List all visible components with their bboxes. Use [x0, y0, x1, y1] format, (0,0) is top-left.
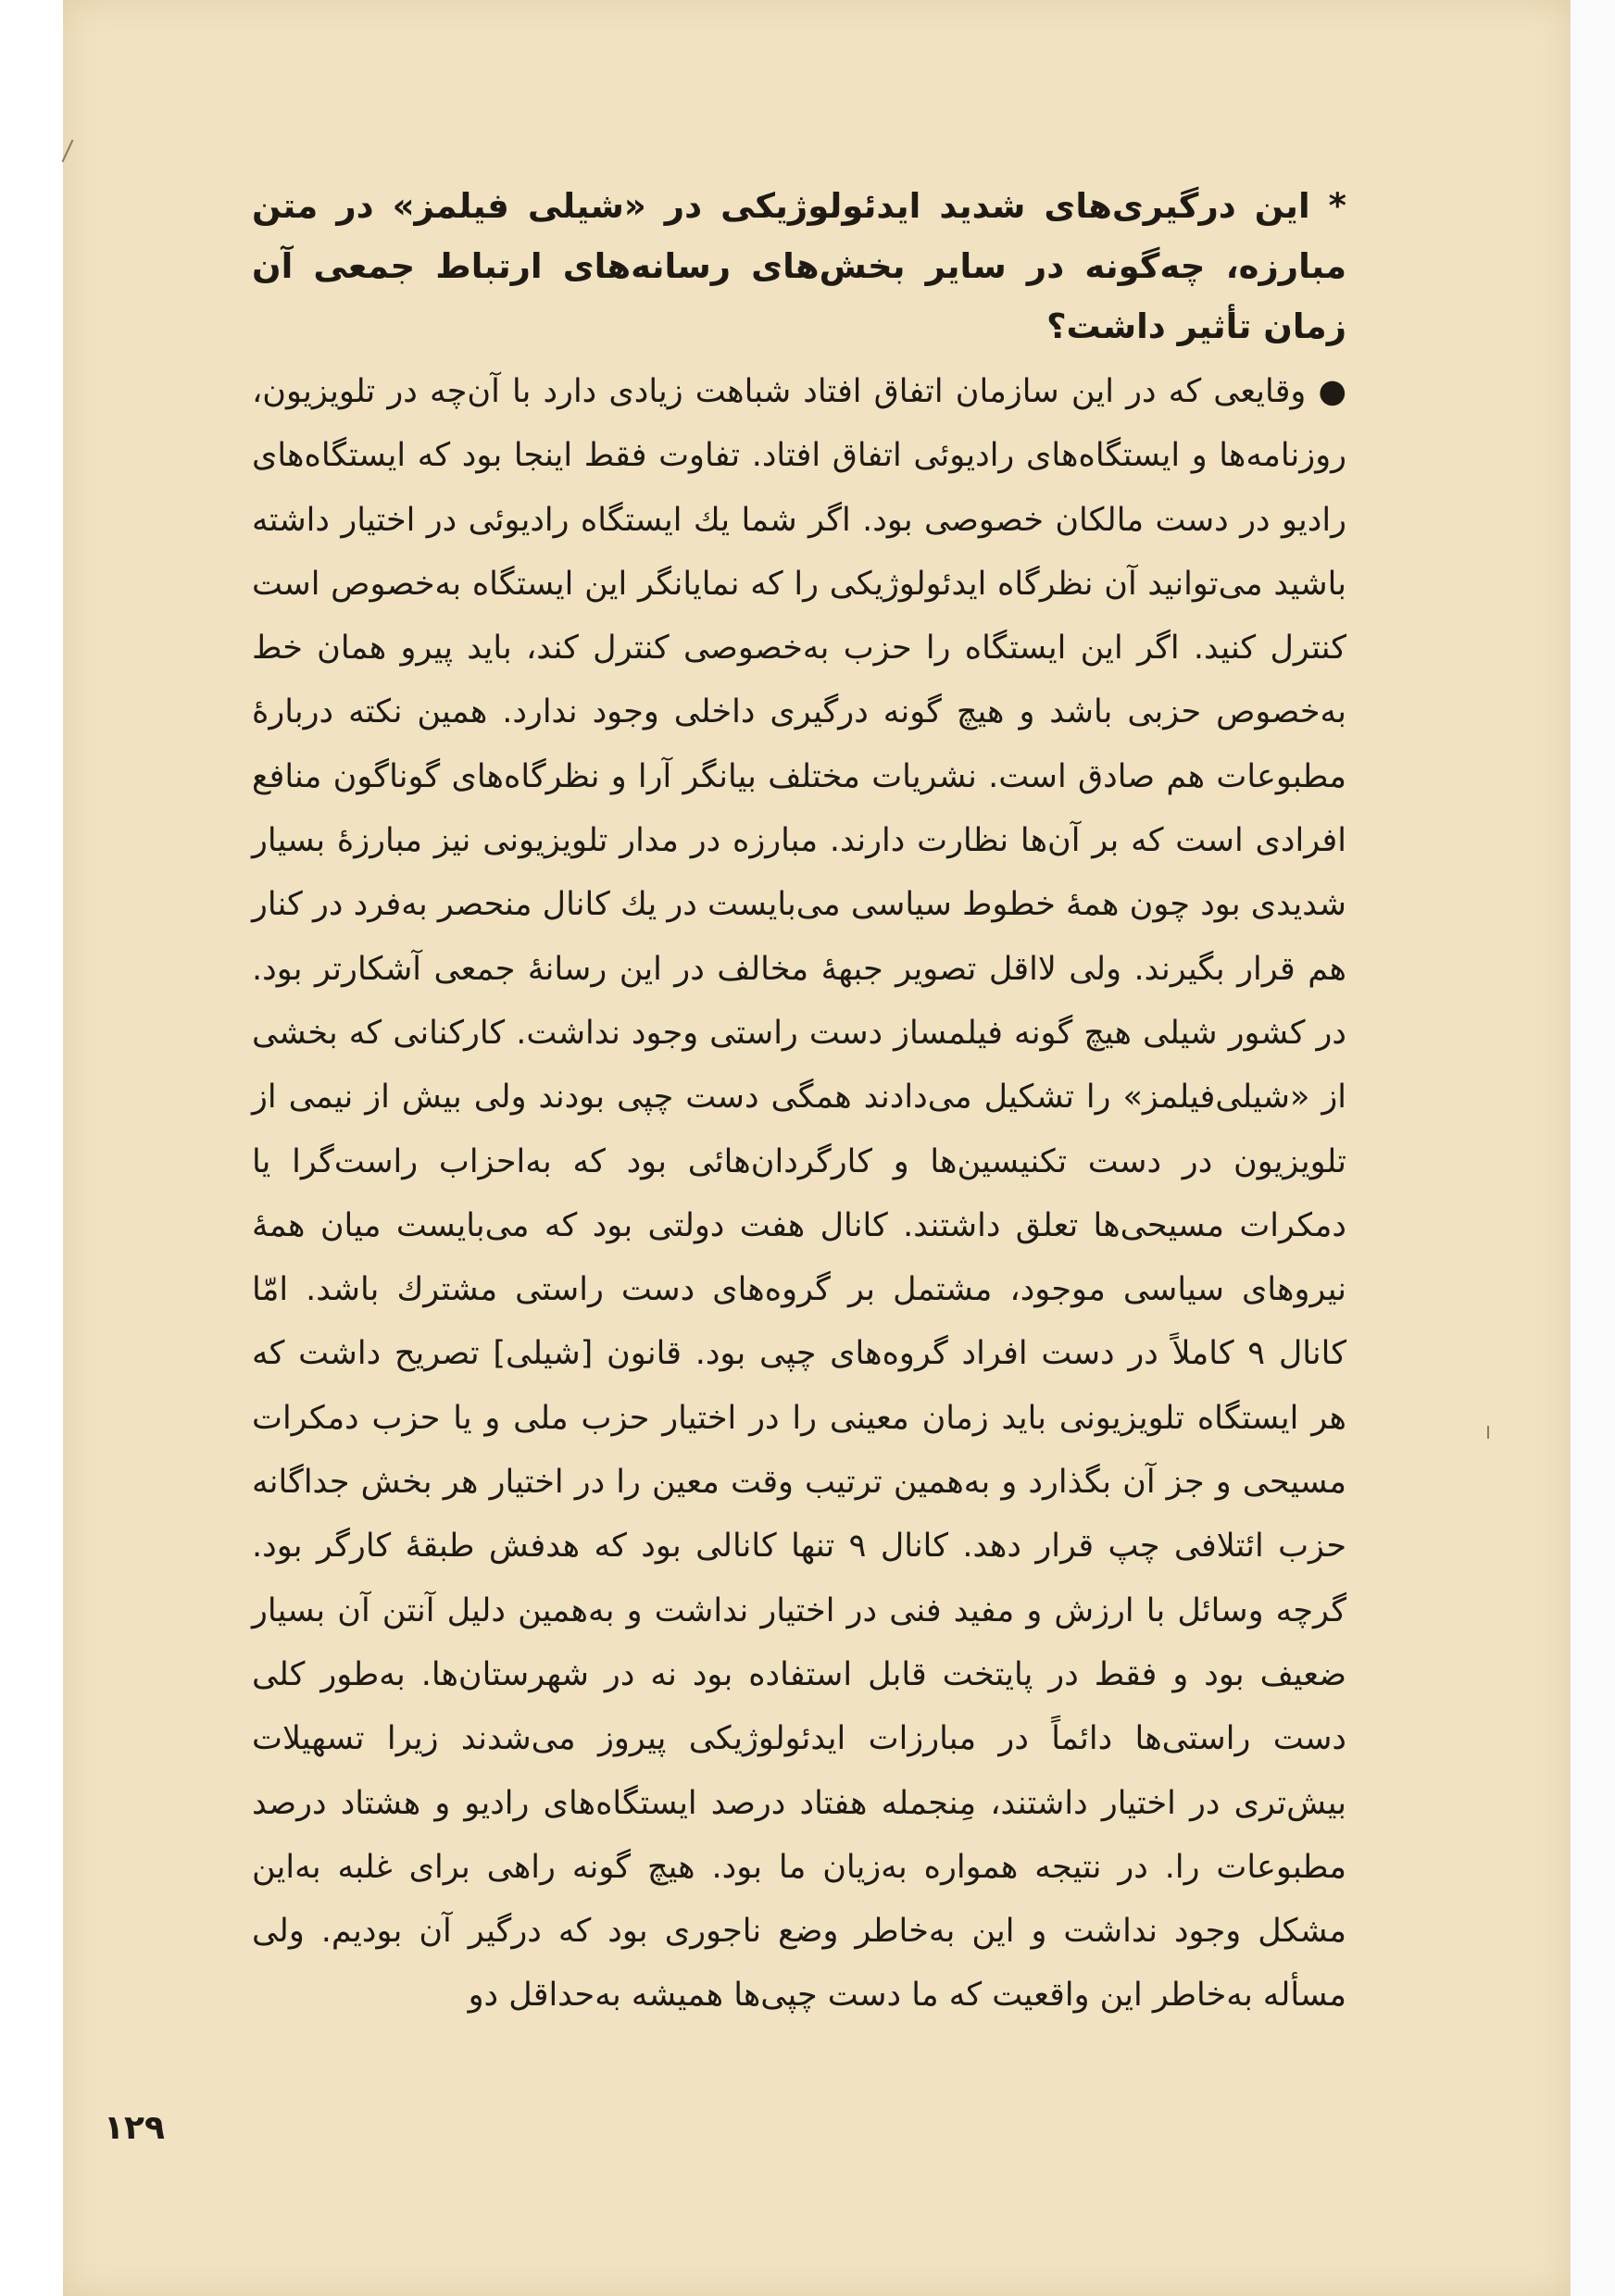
scan-speck — [1487, 1426, 1489, 1439]
interview-question: * این درگیری‌های شدید ایدئولوژیکی در «شیلی فیلمز» در متن مبارزه، چه‌گونه در سایر بخش‌های رسانه‌های ارتباط جمعی آن زمان تأثیر داشت؟ — [252, 186, 1346, 346]
scan-margin — [1572, 0, 1615, 2296]
page-number: ۱۲۹ — [104, 2109, 165, 2147]
interview-answer: ● وقایعی که در این سازمان اتفاق افتاد شباهت زیادی دارد با آن‌چه در تلویزیون، روزنامه‌ها و ایستگاه‌های رادیوئی اتفاق افتاد. تفاوت فقط اینجا بود که ایستگاه‌های رادیو در دست مالکان خصوصی بود. اگر شما یك ایستگاه رادیوئی در اختیار داشته باشید می‌توانید آن نظرگاه ایدئولوژیکی را که نمایانگر این ایستگاه به‌خصوص است کنترل کنید. اگر این ایستگاه را حزب به‌خصوصی کنترل کند، باید پیرو همان خط به‌خصوص حزبی باشد و هیچ گونه درگیری داخلی وجود ندارد. همین نکته دربارهٔ مطبوعات هم صادق است. نشریات مختلف بیانگر آرا و نظرگاه‌های گوناگون منافع افرادی است که بر آن‌ها نظارت دارند. مبارزه در مدار تلویزیونی نیز مبارزهٔ بسیار شدیدی بود چون همهٔ خطوط سیاسی می‌بایست در یك کانال منحصر به‌فرد در کنار هم قرار بگیرند. ولی لااقل تصویر جبههٔ مخالف در این رسانهٔ جمعی آشکارتر بود. در کشور شیلی هیچ گونه فیلمساز دست راستی وجود نداشت. کارکنانی که بخشی از «شیلی‌فیلمز» را تشکیل می‌دادند همگی دست چپی بودند ولی بیش از نیمی از تلویزیون در دست تکنیسین‌ها و کارگردان‌هائی بود که به‌احزاب راست‌گرا یا دمکرات مسیحی‌ها تعلق داشتند. کانال هفت دولتی بود که می‌بایست میان همهٔ نیروهای سیاسی موجود، مشتمل بر گروه‌های دست راستی مشترك باشد. امّا کانال ۹ کاملاً در دست افراد گروه‌های چپی بود. قانون [شیلی] تصریح داشت که هر ایستگاه تلویزیونی باید زمان معینی را در اختیار حزب ملی و یا حزب دمکرات مسیحی و جز آن بگذارد و به‌همین ترتیب وقت معین را در اختیار هر بخش جداگانه حزب ائتلافی چپ قرار دهد. کانال ۹ تنها کانالی بود که هدفش طبقهٔ کارگر بود. گرچه وسائل با ارزش و مفید فنی در اختیار نداشت و به‌همین دلیل آنتن آن بسیار ضعیف بود و فقط در پایتخت قابل استفاده بود نه در شهرستان‌ها. به‌طور کلی دست راستی‌ها دائماً در مبارزات ایدئولوژیکی پیروز می‌شدند زیرا تسهیلات بیش‌تری در اختیار داشتند، مِنجمله هفتاد درصد ایستگاه‌های رادیو و هشتاد درصد مطبوعات را. در نتیجه همواره به‌زیان ما بود. هیچ گونه راهی برای غلبه به‌این مشکل وجود نداشت و این به‌خاطر وضع ناجوری بود که درگیر آن بودیم. ولی مسأله به‌خاطر این واقعیت که ما دست چپی‌ها همیشه به‌حداقل دو — [252, 373, 1347, 2015]
interview-text — [252, 176, 1346, 2028]
